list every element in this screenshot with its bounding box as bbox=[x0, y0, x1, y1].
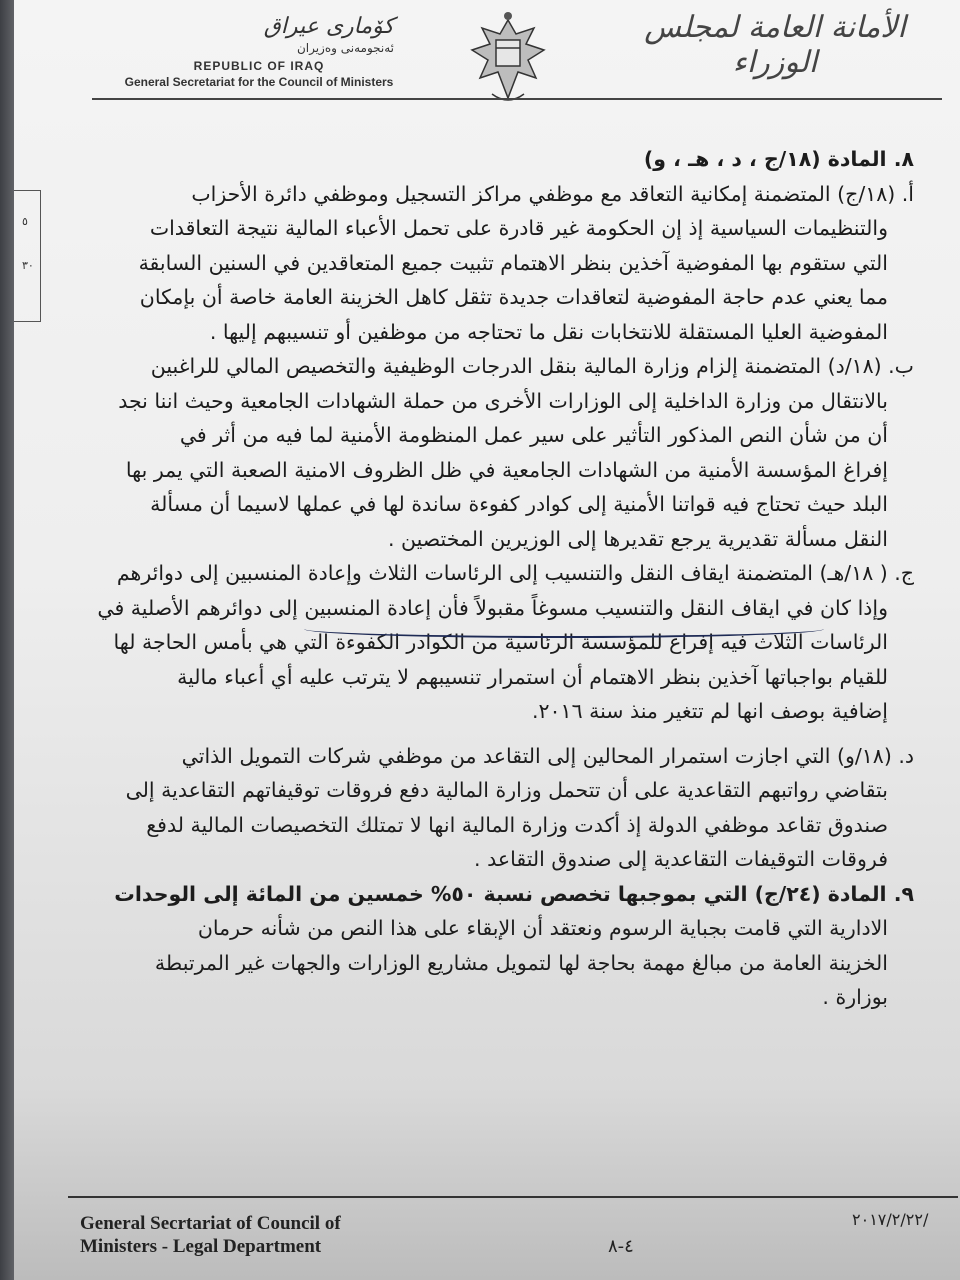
paragraph-line: النقل مسألة تقديرية يرجع تقديرها إلى الوزيرين المختصين . bbox=[387, 526, 888, 551]
secretariat-label-ar: الأمانة العامة لمجلس الوزراء bbox=[644, 10, 906, 80]
paragraph-line: بتقاضي رواتبهم التقاعدية على أن تتحمل وزارة المالية دفع فروقات توقيفاتهم التقاعدية إلى bbox=[125, 778, 888, 802]
kurdish-logo-text: کۆماری عیراق bbox=[263, 14, 394, 39]
binder-mark: ٣٠ bbox=[22, 259, 34, 272]
document-page bbox=[14, 0, 960, 1280]
footer-date: ٢٠١٧/٢/٢٢/ bbox=[852, 1210, 929, 1229]
binder-strip bbox=[14, 190, 41, 322]
paragraph-line: أ. (١٨/ج) المتضمنة إمكانية التعاقد مع موظفي مراكز التسجيل وموظفي دائرة الأحزاب bbox=[191, 181, 914, 206]
footer-dept-line: Ministers - Legal Department bbox=[80, 1236, 322, 1257]
paragraph-line: د. (١٨/و) التي اجازت استمرار المحالين إلى التقاعد من موظفي شركات التمويل الذاتي bbox=[181, 743, 914, 768]
paragraph-line: فروقات التوقيفات التقاعدية إلى صندوق التقاعد . bbox=[474, 847, 888, 871]
document-body bbox=[54, 142, 914, 1015]
paragraph-line: البلد حيث تحتاج فيه قواتنا الأمنية إلى كوادر كفوءة ساندة لها في عملها لاسيما أن مسألة bbox=[150, 492, 888, 516]
paragraph-line: ب. (١٨/د) المتضمنة إلزام وزارة المالية بنقل الدرجات الوظيفية والتخصيص المالي للراغبين bbox=[150, 354, 914, 378]
paragraph-line: بوزارة . bbox=[822, 985, 888, 1009]
paragraph-line: مما يعني عدم حاجة المفوضية لتعاقدات جديدة تثقل كاهل الخزينة العامة خاصة أن بإمكان bbox=[139, 285, 888, 309]
paragraph-line: وإذا كان في ايقاف النقل والتنسيب مسوغاً مقبولاً فأن إعادة المنسبين إلى دوائرهم الأصلية في bbox=[97, 595, 888, 620]
republic-label: REPUBLIC OF IRAQ bbox=[193, 59, 325, 73]
kurdish-subtitle: ئه‌نجومه‌نی وه‌زیران bbox=[296, 41, 394, 55]
secretariat-label-en: General Secretariat for the Council of Ministers bbox=[124, 75, 394, 89]
paragraph-line: إفراغ المؤسسة الأمنية من الشهادات الجامعية في ظل الظروف الامنية الصعبة التي يمر بها bbox=[125, 457, 888, 482]
footer-dept-line: General Secrtariat of Council of bbox=[80, 1213, 341, 1234]
paragraph-line: الادارية التي قامت بجباية الرسوم ونعتقد أن الإبقاء على هذا النص من شأنه حرمان bbox=[197, 916, 888, 940]
paragraph-line: المفوضية العليا المستقلة للانتخابات نقل ما تحتاجه من موظفين أو تنسيبهم إليها . bbox=[209, 319, 888, 344]
paragraph-line: التي ستقوم بها المفوضية آخذين بنظر الاهتمام تثبيت جميع المتعاقدين في السنين السابقة bbox=[138, 250, 888, 275]
page-number: ٤-٨ bbox=[608, 1236, 634, 1257]
paragraph-line: إضافية بوصف انها لم تتغير منذ سنة ٢٠١٦. bbox=[532, 699, 888, 723]
letterhead-left bbox=[94, 14, 424, 89]
paragraph-line: للقيام بواجباتها آخذين بنظر الاهتمام أن استمرار تنسيبهم لا يترتب عليه أي أعباء مالية bbox=[177, 664, 888, 689]
paragraph-line: أن من شأن النص المذكور التأثير على سير عمل المنظومة الأمنية لما فيه من أثر في bbox=[179, 423, 888, 447]
header-divider bbox=[92, 98, 942, 100]
paragraph-line: بالانتقال من وزارة الداخلية إلى الوزارات الأخرى من حملة الشهادات الجامعية وحيث اننا نجد bbox=[118, 388, 888, 413]
paragraph-line: والتنظيمات السياسية إذ إن الحكومة غير قادرة على تحمل الأعباء المالية نتيجة التعاقدات bbox=[149, 216, 888, 240]
footer-divider bbox=[68, 1196, 958, 1198]
paragraph-line: ج. ( ١٨/هـ) المتضمنة ايقاف النقل والتنسيب إلى الرئاسات الثلاث وإعادة المنسبين إلى دوائرهم bbox=[116, 561, 914, 585]
paragraph-line: الرئاسات الثلاث فيه إفراغ للمؤسسة الرئاسية من الكوادر الكفوءة التي هي بأمس الحاجة لها bbox=[113, 630, 888, 654]
article-heading: ٩. المادة (٢٤/ج) التي بموجبها تخصص نسبة ٥٠% خمسين من المائة إلى الوحدات bbox=[114, 881, 914, 906]
article-heading: ٨. المادة (١٨/ج ، د ، هـ ، و) bbox=[643, 147, 914, 171]
footer-department bbox=[80, 1212, 341, 1258]
paragraph-line: صندوق تقاعد موظفي الدولة إذ أكدت وزارة المالية انها لا تمتلك التخصيصات المالية لدفع bbox=[146, 812, 888, 837]
paragraph-line: الخزينة العامة من مبالغ مهمة بحاجة لها لتمويل مشاريع الوزارات والجهات غير المرتبطة bbox=[154, 950, 888, 975]
handwritten-underline bbox=[304, 620, 824, 638]
binder-mark: ٥ bbox=[22, 215, 28, 228]
letterhead-right bbox=[610, 0, 940, 80]
